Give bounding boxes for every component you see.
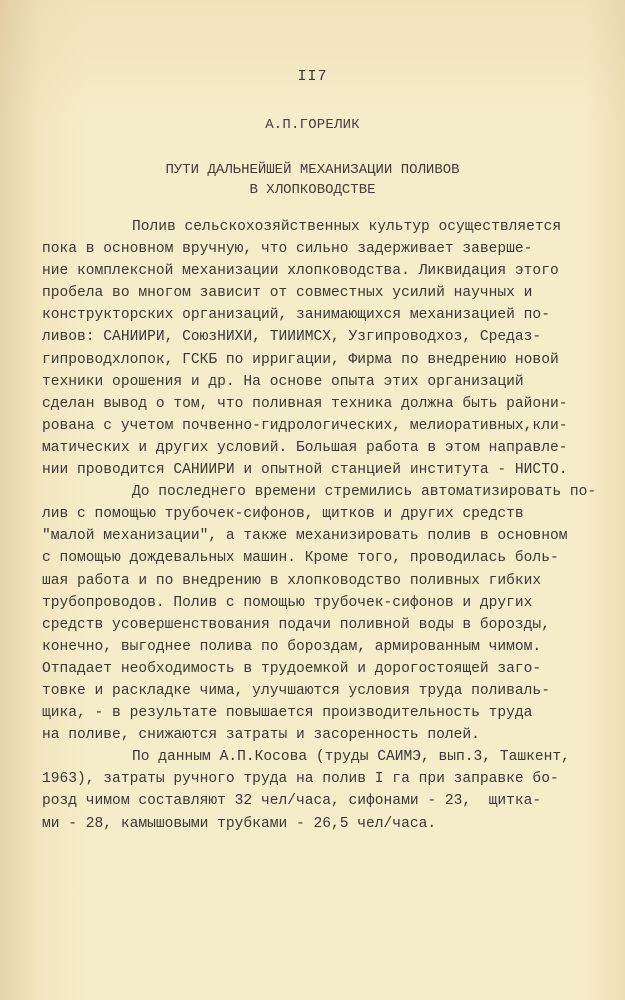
paragraph-2-line: трубопроводов. Полив с помощью трубочек-сифонов и других — [42, 594, 533, 611]
article-title-line-1: ПУТИ ДАЛЬНЕЙШЕЙ МЕХАНИЗАЦИИ ПОЛИВОВ — [165, 162, 460, 178]
page-number: II7 — [297, 68, 328, 85]
paragraph-2-line: щика, - в результате повышается производительность труда — [42, 705, 533, 722]
author-name: А.П.ГОРЕЛИК — [265, 117, 360, 133]
body-text — [42, 216, 602, 835]
paragraph-1-line: ливов: САНИИРИ, СоюзНИХИ, ТИИИМСХ, Узгипроводхоз, Средаз- — [42, 329, 542, 346]
paragraph-3-line: 1963), затраты ручного труда на полив I га при заправке бо- — [42, 771, 559, 788]
paragraph-2-line: До последнего времени стремились автоматизировать по- — [132, 484, 597, 501]
paragraph-2-line: товке и раскладке чима, улучшаются условия труда поливаль- — [42, 682, 550, 699]
paragraph-1-line: техники орошения и др. На основе опыта этих организаций — [42, 373, 524, 390]
paragraph-2-line: шая работа и по внедрению в хлопководство поливных гибких — [42, 572, 542, 589]
article-title — [0, 160, 625, 200]
paragraph-3-line: ми - 28, камышовыми трубками - 26,5 чел/часа. — [42, 815, 437, 832]
paragraph-1-line: пробела во многом зависит от совместных усилий научных и — [42, 285, 533, 302]
paragraph-1-line: рована с учетом почвенно-гидрологических, мелиоративных,кли- — [42, 417, 568, 434]
paragraph-1-line: матических и других условий. Большая работа в этом направле- — [42, 439, 568, 456]
paragraph-2-line: с помощью дождевальных машин. Кроме того, проводилась боль- — [42, 550, 559, 567]
paragraph-2-line: на поливе, снижаются затраты и засоренность полей. — [42, 727, 480, 744]
paragraph-1-line: гипроводхлопок, ГСКБ по ирригации, Фирма по внедрению новой — [42, 351, 559, 368]
paragraph-1-line: пока в основном вручную, что сильно задерживает заверше- — [42, 241, 533, 258]
paragraph-1-line: сделан вывод о том, что поливная техника должна быть райони- — [42, 395, 568, 412]
paragraph-1-line: Полив сельскохозяйственных культур осуществляется — [132, 219, 562, 235]
article-title-line-2: В ХЛОПКОВОДСТВЕ — [249, 182, 376, 198]
paragraph-1-line: нии проводится САНИИРИ и опытной станцией института - НИСТО. — [42, 462, 568, 479]
paragraph-2-line: "малой механизации", а также механизировать полив в основном — [42, 528, 568, 545]
paragraph-3-line: розд чимом составляют 32 чел/часа, сифонами - 23, щитка- — [42, 793, 542, 810]
paragraph-2-line: лив с помощью трубочек-сифонов, щитков и других средств — [42, 506, 524, 523]
paragraph-2-line: Отпадает необходимость в трудоемкой и дорогостоящей заго- — [42, 660, 542, 677]
paragraph-2-line: конечно, выгоднее полива по бороздам, армированным чимом. — [42, 638, 542, 655]
paragraph-2-line: средств усовершенствования подачи поливной воды в борозды, — [42, 616, 550, 633]
paragraph-1-line: конструкторских организаций, занимающихся механизацией по- — [42, 307, 550, 324]
paragraph-1-line: ние комплексной механизации хлопководства. Ликвидация этого — [42, 263, 559, 280]
paragraph-3-line: По данным А.П.Косова (труды САИМЭ, вып.3, Ташкент, — [132, 749, 570, 766]
